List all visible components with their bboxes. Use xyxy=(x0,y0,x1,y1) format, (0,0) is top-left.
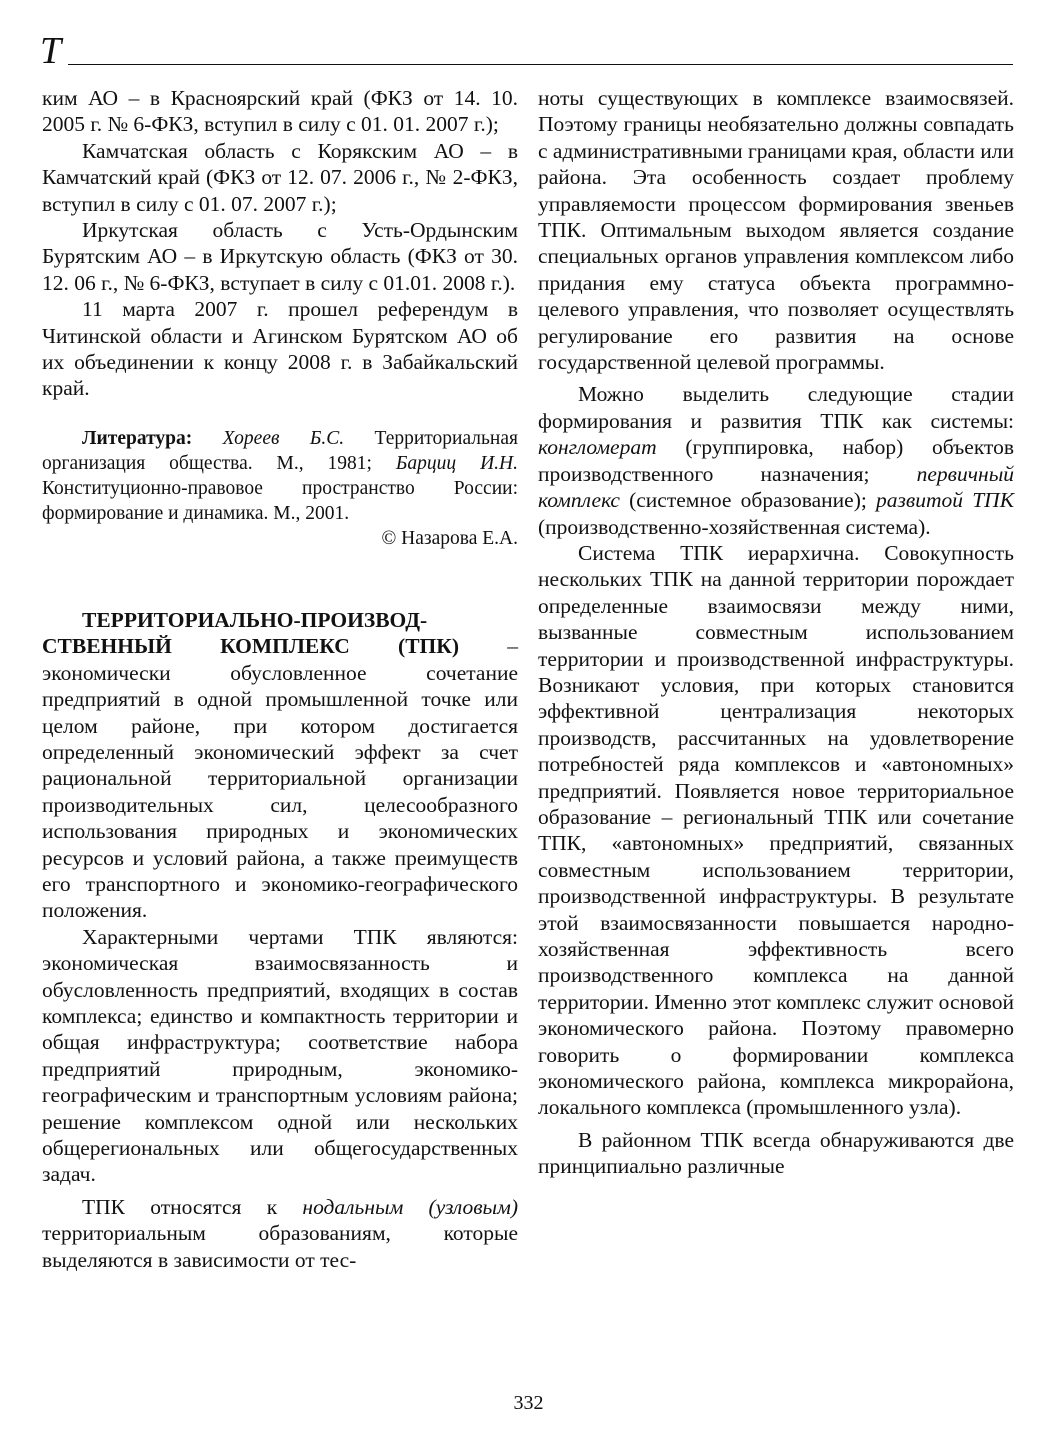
literature-work: Территориальная организация общества. М., 1981; xyxy=(42,427,518,474)
italic-term: развитой ТПК xyxy=(876,488,1014,513)
paragraph: Система ТПК иерархична. Совокупность нескольких ТПК на данной территории порождает определенные взаимосвязи между ними, вызванные совместным использованием территории и производственной инфраструктуры. Возникают условия, при которых становится эффективной централизация некоторых производств, рассчитанных на удовлетворение потребностей ряда комплексов и «автономных» предприятий. Появляется новое территориальное образование – региональный ТПК или сочетание ТПК, «автономных» предприятий, связанных совместным использованием территории, производственной инфраструктуры. В результате этой взаимосвязанности повышается народно-хозяйственная эффективность всего производственного комплекса на данной территории. Именно этот комплекс служит основой экономического района. Поэтому правомерно говорить о формировании комплекса экономического района, комплекса микрорайона, локального комплекса (промышленного узла). xyxy=(538,540,1014,1120)
paragraph xyxy=(538,381,1014,539)
italic-term: первичный комплекс xyxy=(538,461,1014,513)
text-run: Можно выделить следующие стадии формирования и развития ТПК как системы: xyxy=(538,382,1014,433)
paragraph: Иркутская область с Усть-Ордынским Бурятским АО – в Иркутскую область (ФКЗ от 30. 12. 06 г., № 6-ФКЗ, вступает в силу с 01.01. 2008 г.). xyxy=(42,218,518,295)
text-run: (производственно-хозяйственная система). xyxy=(538,514,931,539)
entry-definition: – экономически обусловленное сочетание предприятий в одной промышленной точке или целом районе, при котором достигается определенный экономический эффект за счет рациональной территориальной организации производительных сил, целесообразного использования природных и экономических ресурсов и условий района, а также преимуществ его транспортного и экономико-географического положения. xyxy=(42,634,518,923)
entry-term: ТЕРРИТОРИАЛЬНО-ПРОИЗВОДСТВЕННЫЙ КОМПЛЕКС (ТПК) xyxy=(42,607,460,659)
italic-term: конгломерат xyxy=(538,435,657,460)
paragraph xyxy=(42,1194,518,1273)
literature-work: Конституционно-правовое пространство России: формирование и динамика. М., 2001. xyxy=(42,477,518,524)
paragraph: В районном ТПК всегда обнаруживаются две принципиально различные xyxy=(538,1127,1014,1179)
paragraph: ноты существующих в комплексе взаимосвязей. Поэтому границы необязательно должны совпадать с административными границами края, области или района. Эта особенность создает проблему управляемости процессом формирования звеньев ТПК. Оптимальным выходом является создание специальных органов управления комплексом либо придания ему статуса объекта программно-целевого управления, что позволяет осуществлять регулирование его развития на основе государственной целевой программы. xyxy=(538,86,1014,375)
page-number: 332 xyxy=(513,1392,544,1414)
dictionary-entry xyxy=(42,607,518,924)
right-column xyxy=(538,85,1014,1180)
italic-term: нодальным (узловым) xyxy=(302,1194,518,1219)
text-run: территориальным образованиям, которые выделяются в зависимости от тес- xyxy=(42,1221,518,1272)
paragraph: Характерными чертами ТПК являются: экономическая взаимосвязанность и обусловленность предприятий, входящих в состав комплекса; единство и компактность территории и общая инфраструктура; соответствие набора предприятий природным, экономико-географическим и транспортным условиям района; решение комплексом одной или нескольких общерегиональных или общегосударственных задач. xyxy=(42,924,518,1187)
paragraph: Камчатская область с Корякским АО – в Камчатский край (ФКЗ от 12. 07. 2006 г., № 2-ФКЗ, вступил в силу с 01. 07. 2007 г.); xyxy=(42,138,518,216)
literature-author: Хореев Б.С. xyxy=(222,427,345,449)
paragraph: 11 марта 2007 г. прошел референдум в Читинской области и Агинском Бурятском АО об их объединении к концу 2008 г. в Забайкальский край. xyxy=(42,297,518,401)
text-run: (группировка, набор) объектов производственного назначения; xyxy=(538,435,1014,486)
running-header-letter: Т xyxy=(40,30,62,72)
left-column xyxy=(42,85,518,1273)
literature-label: Литература: xyxy=(82,427,193,449)
literature-note xyxy=(42,426,518,526)
text-run: ТПК относятся к xyxy=(82,1194,303,1219)
paragraph: ким АО – в Красноярский край (ФКЗ от 14. 10. 2005 г. № 6-ФКЗ, вступил в силу с 01. 01. 2007 г.); xyxy=(42,86,518,137)
literature-author: Барциц И.Н. xyxy=(395,452,518,474)
header-rule xyxy=(68,64,1013,65)
author-signature: © Назарова Е.А. xyxy=(381,527,518,549)
text-run: (системное образование); xyxy=(619,488,877,513)
